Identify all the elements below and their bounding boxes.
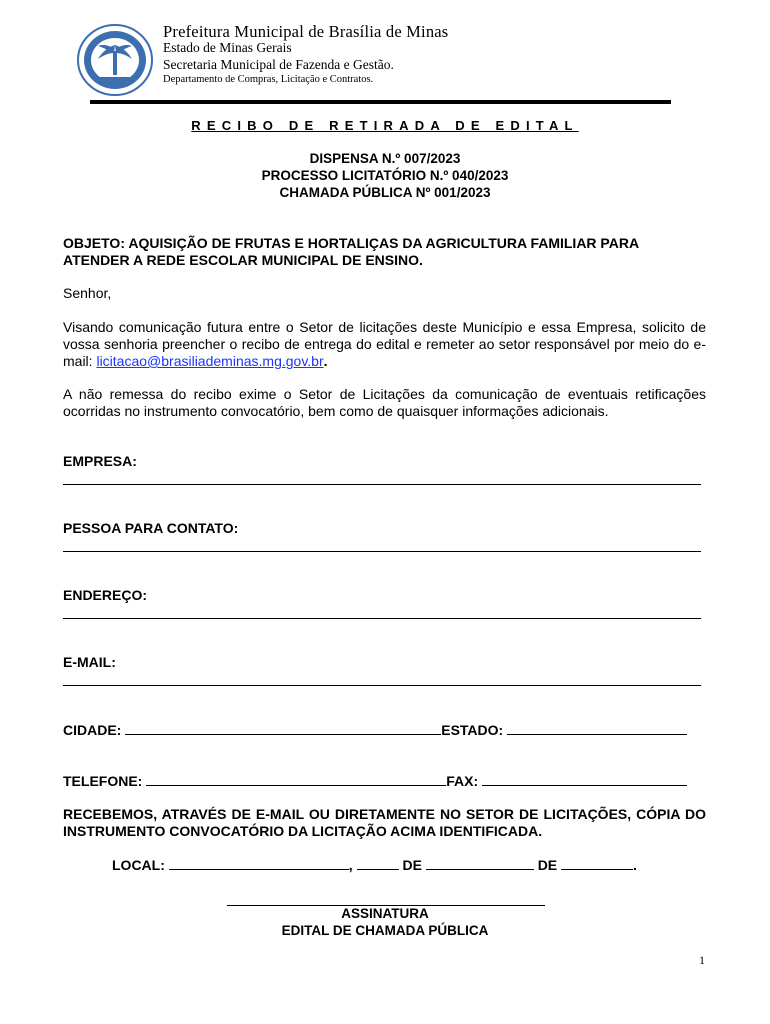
empresa-field-line[interactable] bbox=[63, 484, 701, 485]
de-label-1: DE bbox=[402, 857, 422, 873]
processo-number: PROCESSO LICITATÓRIO N.º 040/2023 bbox=[261, 168, 509, 183]
local-label: LOCAL: bbox=[112, 857, 165, 873]
telefone-label: TELEFONE: bbox=[63, 773, 143, 789]
endereco-label: ENDEREÇO: bbox=[63, 587, 148, 603]
telefone-field-line[interactable] bbox=[146, 772, 446, 786]
page-number: 1 bbox=[699, 953, 705, 967]
de-label-2: DE bbox=[537, 857, 558, 873]
document-heading-text: RECIBO DE RETIRADA DE EDITAL bbox=[191, 118, 579, 133]
salutation: Senhor, bbox=[63, 285, 112, 301]
telefone-fax-row bbox=[63, 772, 687, 789]
day-field-line[interactable] bbox=[357, 856, 399, 870]
cidade-label: CIDADE: bbox=[63, 722, 122, 738]
date-period: . bbox=[633, 857, 637, 873]
instructions-text: Visando comunicação futura entre o Setor de licitações deste Município e essa Empresa, solicito de vossa senhoria preencher o recibo de entrega do edital e remeter ao setor responsável por meio do e-mail: bbox=[63, 319, 706, 369]
secretariat-name: Secretaria Municipal de Fazenda e Gestão. bbox=[163, 57, 394, 72]
cidade-estado-row bbox=[63, 721, 687, 738]
year-field-line[interactable] bbox=[561, 856, 633, 870]
empresa-label: EMPRESA: bbox=[63, 453, 137, 469]
contato-label: PESSOA PARA CONTATO: bbox=[63, 520, 239, 536]
email-label: E-MAIL: bbox=[63, 654, 116, 670]
notice-paragraph: A não remessa do recibo exime o Setor de Licitações da comunicação de eventuais retificações ocorridas no instrumento convocatório, bem como de quaisquer informações adicionais. bbox=[63, 386, 706, 419]
receipt-statement: RECEBEMOS, ATRAVÉS DE E-MAIL OU DIRETAMENTE NO SETOR DE LICITAÇÕES, CÓPIA DO INSTRUMENTO CONVOCATÓRIO DA LICITAÇÃO ACIMA IDENTIFICADA. bbox=[63, 806, 706, 839]
municipal-seal-palm-icon bbox=[76, 23, 154, 97]
fax-label: FAX: bbox=[446, 773, 479, 789]
local-field-line[interactable] bbox=[169, 856, 349, 870]
email-field-line[interactable] bbox=[63, 685, 701, 686]
cidade-field-line[interactable] bbox=[125, 721, 441, 735]
chamada-number: CHAMADA PÚBLICA Nº 001/2023 bbox=[279, 185, 491, 200]
municipality-title: Prefeitura Municipal de Brasília de Minas bbox=[163, 22, 449, 41]
signature-label: ASSINATURA bbox=[341, 906, 429, 921]
signature-sublabel: EDITAL DE CHAMADA PÚBLICA bbox=[281, 923, 489, 938]
endereco-field-line[interactable] bbox=[63, 618, 701, 619]
email-link[interactable]: licitacao@brasiliademinas.mg.gov.br bbox=[96, 353, 324, 369]
state-name: Estado de Minas Gerais bbox=[163, 40, 292, 55]
instructions-end: . bbox=[323, 353, 328, 369]
department-name: Departamento de Compras, Licitação e Contratos. bbox=[163, 74, 374, 85]
document-heading bbox=[0, 118, 770, 133]
objeto-paragraph: OBJETO: AQUISIÇÃO DE FRUTAS E HORTALIÇAS DA AGRICULTURA FAMILIAR PARA ATENDER A REDE ESCOLAR MUNICIPAL DE ENSINO. bbox=[63, 235, 639, 268]
estado-label: ESTADO: bbox=[441, 722, 504, 738]
dispensa-number: DISPENSA N.º 007/2023 bbox=[309, 151, 461, 166]
local-date-row bbox=[112, 856, 637, 873]
header-divider bbox=[90, 100, 671, 104]
instructions-paragraph bbox=[63, 319, 706, 370]
local-comma: , bbox=[348, 857, 353, 873]
contato-field-line[interactable] bbox=[63, 551, 701, 552]
fax-field-line[interactable] bbox=[482, 772, 687, 786]
month-field-line[interactable] bbox=[426, 856, 534, 870]
estado-field-line[interactable] bbox=[507, 721, 687, 735]
